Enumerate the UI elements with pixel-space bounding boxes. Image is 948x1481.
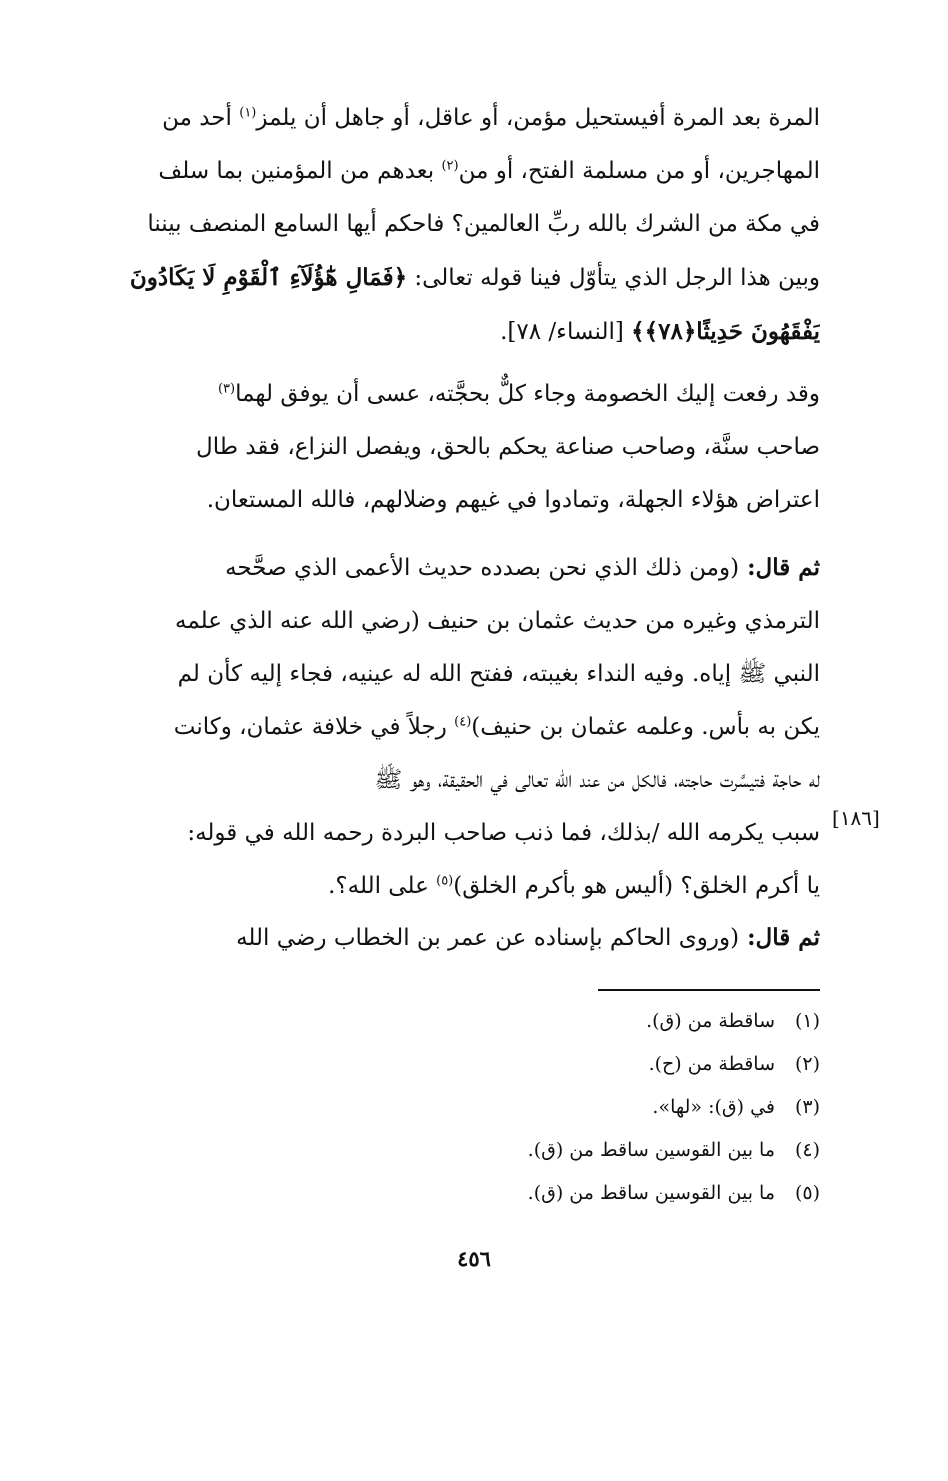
footnote-text: ما بين القوسين ساقط من (ق). — [527, 1182, 775, 1204]
text-line: صاحب سنَّة، وصاحب صناعة يحكم بالحق، ويفصل النزاع، فقد طال — [195, 434, 820, 460]
footnote-separator — [598, 989, 820, 991]
paragraph-2 — [100, 368, 820, 527]
footnotes — [400, 1000, 820, 1215]
paragraph-3 — [100, 541, 820, 913]
text-line: الترمذي وغيره من حديث عثمان بن حنيف (رضي الله عنه الذي علمه — [175, 608, 820, 634]
paragraph-1 — [100, 92, 820, 359]
text-line: ثم قال: (وروى الحاكم بإسناده عن عمر بن الخطاب رضي الله — [236, 924, 820, 951]
footnote-text: ما بين القوسين ساقط من (ق). — [527, 1139, 775, 1161]
page-number: ٤٥٦ — [457, 1246, 491, 1271]
footnote-number: (٢) — [794, 1053, 820, 1075]
footnote-number: (٥) — [794, 1182, 820, 1204]
footnote-text: ساقطة من (ق). — [646, 1010, 775, 1032]
text-line: في مكة من الشرك بالله ربِّ العالمين؟ فاحكم أيها السامع المنصف بيننا — [147, 211, 820, 237]
paragraph-4 — [100, 911, 820, 965]
footnote — [400, 1043, 820, 1086]
text-line: سبب يكرمه الله /بذلك، فما ذنب صاحب البردة رحمه الله في قوله: — [187, 820, 820, 846]
footnote-number: (١) — [794, 1010, 820, 1032]
text-line: ثم قال: (ومن ذلك الذي نحن بصدده حديث الأعمى الذي صحَّحه — [225, 554, 820, 581]
text-line: له حاجة فتيسَّرت حاجته، فالكل من عند الله تعالى في الحقيقة، وهو ﷺ — [374, 767, 820, 793]
footnote-marker: (٥) — [436, 873, 454, 889]
text-line: يا أكرم الخلق؟ (أليس هو بأكرم الخلق)$^{(٥)}$ على الله؟. — [328, 873, 820, 899]
footnote-number: (٤) — [794, 1139, 820, 1161]
footnote-marker: (١) — [239, 105, 257, 121]
speaker-label: ثم قال: — [739, 924, 820, 951]
manuscript-folio-marker: [١٨٦] — [832, 806, 880, 830]
footnote-text: في (ق): «لها». — [652, 1096, 775, 1118]
text-line: وبين هذا الرجل الذي يتأوّل فينا قوله تعالى: ﴿فَمَالِ هَٰٓؤُلَآءِ ٱلْقَوْمِ لَا يَكَادُونَ — [129, 264, 820, 291]
text-line: يكن به بأس. وعلمه عثمان بن حنيف)$^{(٤)}$ رجلاً في خلافة عثمان، وكانت — [173, 714, 820, 740]
text-line: يَفْقَهُونَ حَدِيثًا﴿٧٨﴾﴾ [النساء/ ٧٨]. — [500, 318, 820, 345]
footnote-marker: (٣) — [217, 381, 236, 397]
quran-verse: يَفْقَهُونَ حَدِيثًا﴿٧٨﴾﴾ — [631, 318, 820, 345]
text-line: وقد رفعت إليك الخصومة وجاء كلٌّ بحجَّته، عسى أن يوفق لهما$^{(٣)}$ — [217, 381, 820, 407]
text-line: اعتراض هؤلاء الجهلة، وتمادوا في غيهم وضلالهم، فالله المستعان. — [206, 487, 820, 513]
footnote — [400, 1000, 820, 1043]
footnote-text: ساقطة من (ح). — [648, 1053, 775, 1075]
footnote-marker: (٢) — [441, 158, 459, 174]
footnote — [400, 1129, 820, 1172]
footnote-number: (٣) — [794, 1096, 820, 1118]
speaker-label: ثم قال: — [739, 554, 820, 581]
text-line: النبي ﷺ إياه. وفيه النداء بغيبته، ففتح الله له عينيه، فجاء إليه كأن لم — [177, 661, 820, 687]
quran-verse: ﴿فَمَالِ هَٰٓؤُلَآءِ ٱلْقَوْمِ لَا يَكَادُونَ — [129, 264, 408, 291]
text-line: المهاجرين، أو من مسلمة الفتح، أو من$^{(٢)}$ بعدهم من المؤمنين بما سلف — [158, 158, 820, 184]
footnote-marker: (٤) — [454, 714, 472, 730]
footnote — [400, 1086, 820, 1129]
text-line: المرة بعد المرة أفيستحيل مؤمن، أو عاقل، أو جاهل أن يلمز$^{(١)}$ أحد من — [162, 105, 820, 131]
footnote — [400, 1172, 820, 1215]
